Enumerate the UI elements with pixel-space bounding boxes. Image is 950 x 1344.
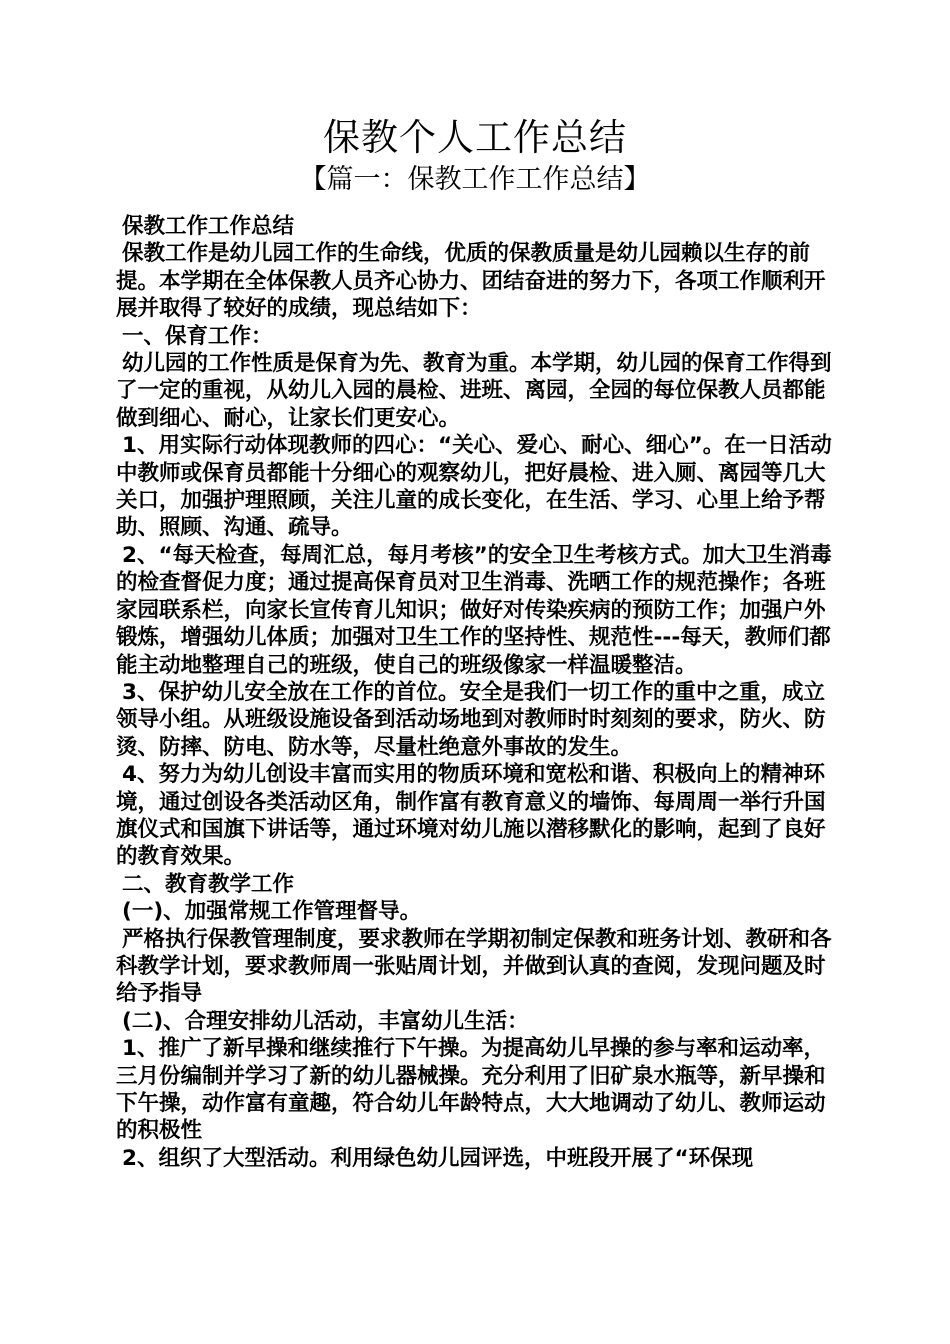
subsection-heading: (二)、合理安排幼儿活动，丰富幼儿生活： [122, 1008, 529, 1034]
paragraph: 1、用实际行动体现教师的四心：“关心、爱心、耐心、细心”。在一日活动中教师或保育员都能十分细心的观察幼儿，把好晨检、进入厕、离园等几大关口，加强护理照顾，关注儿童的成长变化，在生活、学习、心里上给予帮助、照顾、沟通、疏导。 [116, 433, 832, 541]
paragraph: 保教工作是幼儿园工作的生命线，优质的保教质量是幼儿园赖以生存的前提。本学期在全体保教人员齐心协力、团结奋进的努力下，各项工作顺利开展并取得了较好的成绩，现总结如下： [116, 241, 826, 322]
document-title: 保教个人工作总结 [323, 116, 627, 159]
section-heading: 二、教育教学工作 [122, 871, 295, 897]
paragraph: 严格执行保教管理制度，要求教师在学期初制定保教和班务计划、教研和各科教学计划，要求教师周一张贴周计划，并做到认真的查阅，发现问题及时给予指导 [116, 926, 832, 1007]
paragraph: 3、保护幼儿安全放在工作的首位。安全是我们一切工作的重中之重，成立领导小组。从班级设施设备到活动场地到对教师时时刻刻的要求，防火、防烫、防摔、防电、防水等，尽量杜绝意外事故的发生。 [116, 679, 826, 760]
paragraph: 2、组织了大型活动。利用绿色幼儿园评选，中班段开展了“环保现 [122, 1145, 754, 1171]
document-subtitle: 【篇一：保教工作工作总结】 [299, 164, 651, 195]
section-heading: 一、保育工作： [122, 323, 273, 349]
paragraph: 4、努力为幼儿创设丰富而实用的物质环境和宽松和谐、积极向上的精神环境，通过创设各类活动区角，制作富有教育意义的墙饰、每周周一举行升国旗仪式和国旗下讲话等，通过环境对幼儿施以潜移默化的影响，起到了良好的教育效果。 [116, 762, 826, 870]
paragraph: 2、“每天检查，每周汇总，每月考核”的安全卫生考核方式。加大卫生消毒的检查督促力度；通过提高保育员对卫生消毒、洗晒工作的规范操作；各班家园联系栏，向家长宣传育儿知识；做好对传染疾病的预防工作；加强户外锻炼，增强幼儿体质；加强对卫生工作的坚持性、规范性---每天，教师们都能主动地整理自己的班级，使自己的班级像家一样温暖整洁。 [116, 542, 832, 678]
paragraph: 幼儿园的工作性质是保育为先、教育为重。本学期，幼儿园的保育工作得到了一定的重视，从幼儿入园的晨检、进班、离园，全园的每位保教人员都能做到细心、耐心，让家长们更安心。 [116, 351, 832, 431]
paragraph: 1、推广了新早操和继续推行下午操。为提高幼儿早操的参与率和运动率，三月份编制并学习了新的幼儿器械操。充分利用了旧矿泉水瓶等，新早操和下午操，动作富有童趣，符合幼儿年龄特点，大大地调动了幼儿、教师运动的积极性 [116, 1036, 826, 1144]
section-heading: 保教工作工作总结 [122, 214, 295, 239]
subsection-heading: (一)、加强常规工作管理督导。 [122, 899, 422, 925]
document-body [116, 213, 842, 1172]
